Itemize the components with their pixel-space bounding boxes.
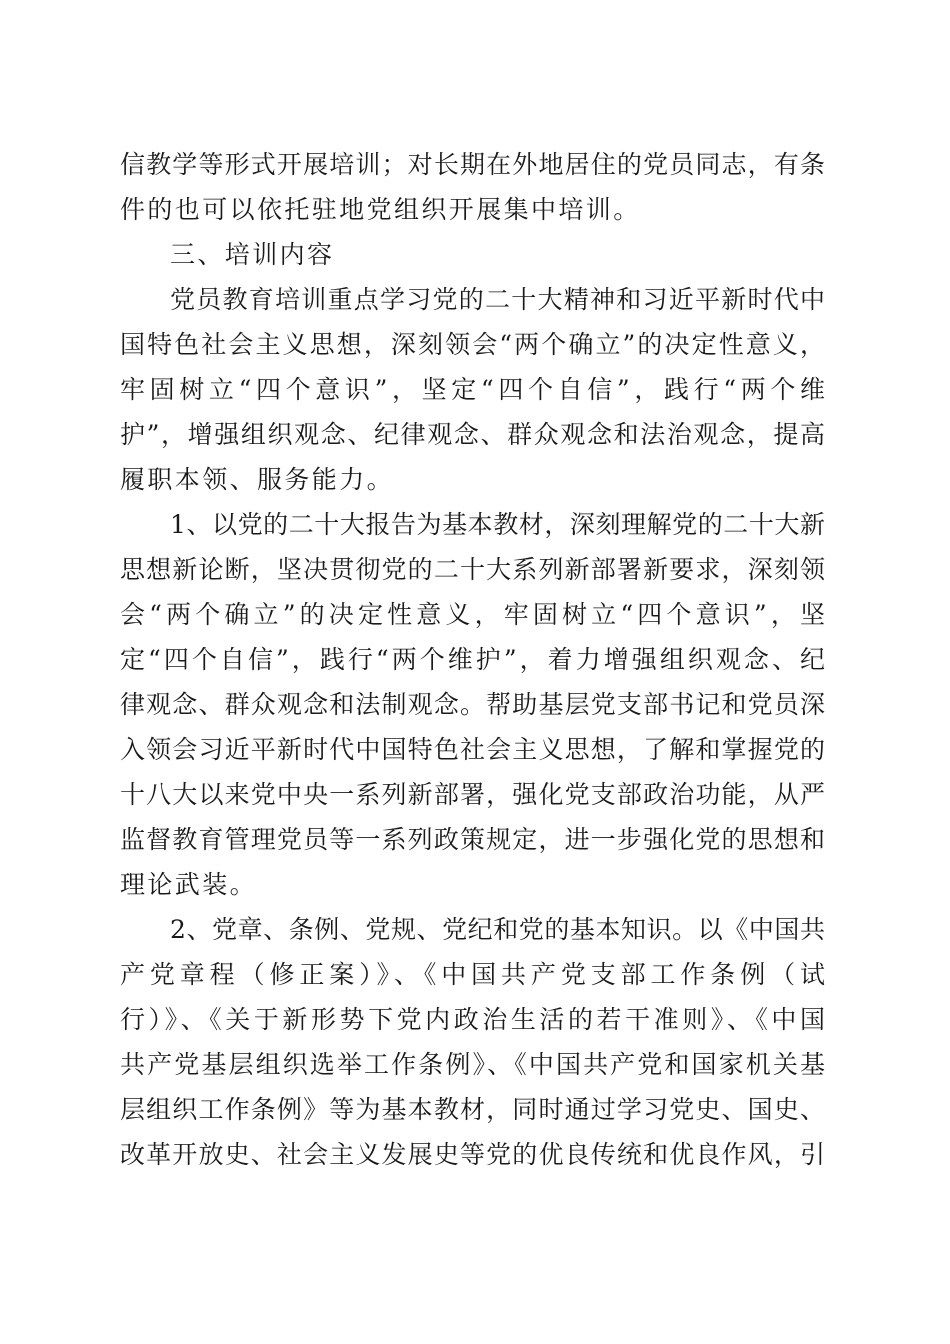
- paragraph-line: 思想新论断，坚决贯彻党的二十大系列新部署新要求，深刻领: [120, 555, 825, 584]
- paragraph-line: 护”，增强组织观念、纪律观念、群众观念和法治观念，提高: [120, 420, 825, 449]
- paragraph-line: 2、党章、条例、党规、党纪和党的基本知识。以《中国共: [170, 915, 825, 944]
- paragraph-line: 共产党基层组织选举工作条例》、《中国共产党和国家机关基: [120, 1050, 825, 1079]
- paragraph-line: 信教学等形式开展培训；对长期在外地居住的党员同志，有条: [120, 150, 825, 179]
- document-page: [120, 142, 825, 1177]
- paragraph-line: 十八大以来党中央一系列新部署，强化党支部政治功能，从严: [120, 780, 825, 809]
- paragraph-line: 国特色社会主义思想，深刻领会“两个确立”的决定性意义，: [120, 330, 825, 359]
- paragraph-line: 产党章程（修正案）》、《中国共产党支部工作条例（试: [120, 960, 825, 989]
- paragraph-line: 会“两个确立”的决定性意义，牢固树立“四个意识”，坚: [120, 600, 825, 629]
- paragraph-line: 层组织工作条例》等为基本教材，同时通过学习党史、国史、: [120, 1095, 825, 1124]
- paragraph-line: 1、以党的二十大报告为基本教材，深刻理解党的二十大新: [170, 510, 825, 539]
- paragraph-line: 党员教育培训重点学习党的二十大精神和习近平新时代中: [170, 285, 825, 314]
- paragraph-line: 定“四个自信”，践行“两个维护”，着力增强组织观念、纪: [120, 645, 825, 674]
- section-heading: 三、培训内容: [170, 240, 335, 269]
- paragraph-line: 理论武装。: [120, 870, 258, 899]
- paragraph-line: 入领会习近平新时代中国特色社会主义思想，了解和掌握党的: [120, 735, 825, 764]
- paragraph-line: 牢固树立“四个意识”，坚定“四个自信”，践行“两个维: [120, 375, 825, 404]
- paragraph-line: 律观念、群众观念和法制观念。帮助基层党支部书记和党员深: [120, 690, 825, 719]
- paragraph-line: 件的也可以依托驻地党组织开展集中培训。: [120, 195, 641, 224]
- paragraph-line: 改革开放史、社会主义发展史等党的优良传统和优良作风，引: [120, 1140, 825, 1169]
- paragraph-line: 履职本领、服务能力。: [120, 465, 395, 494]
- paragraph-line: 行）》、《关于新形势下党内政治生活的若干准则》、《中国: [120, 1005, 825, 1034]
- paragraph-line: 监督教育管理党员等一系列政策规定，进一步强化党的思想和: [120, 825, 825, 854]
